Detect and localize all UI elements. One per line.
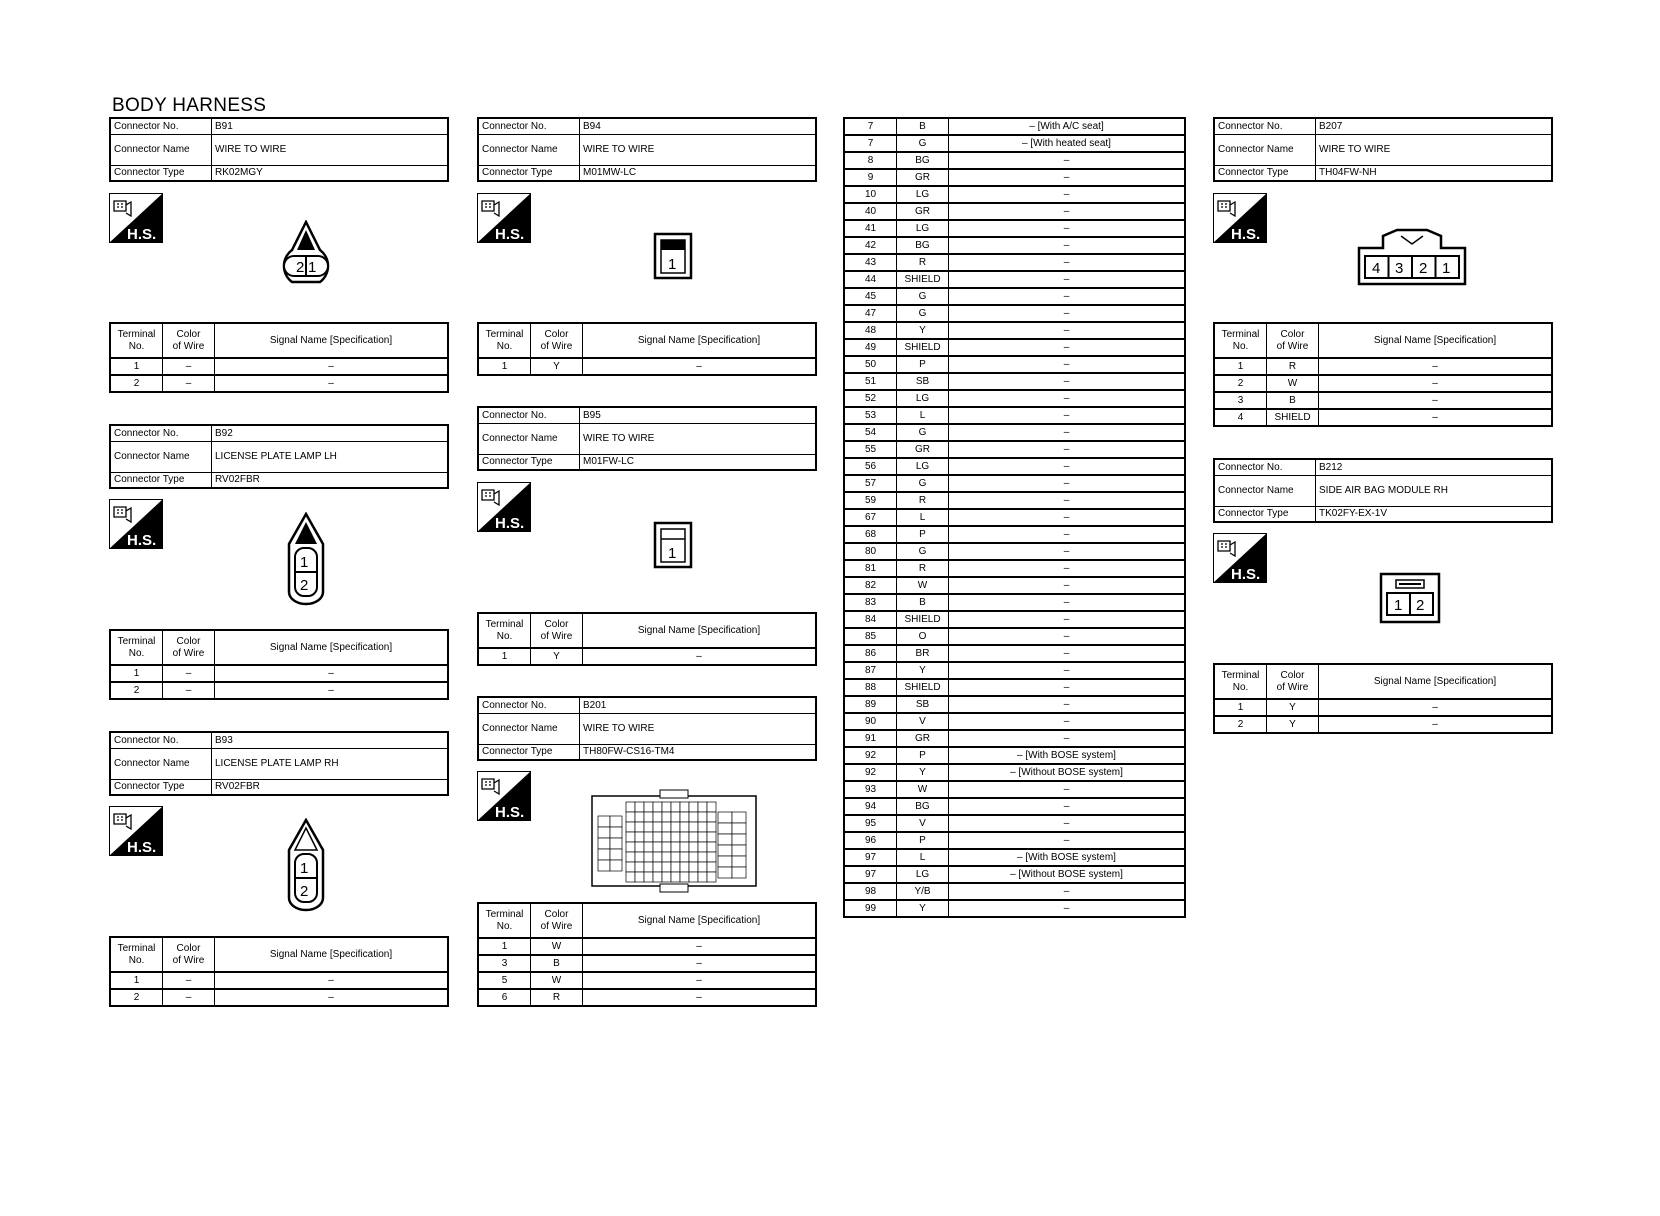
- color-header: Color of Wire: [1267, 323, 1319, 358]
- terminal-table-b93: [109, 936, 449, 1007]
- connector-type-label: Connector Type: [1214, 165, 1316, 181]
- table-row: 96 P –: [844, 832, 1185, 849]
- color-header: Color of Wire: [531, 613, 583, 648]
- table-row: 67 L –: [844, 509, 1185, 526]
- table-row: 1 – –: [110, 972, 448, 989]
- connector-name-label: Connector Name: [478, 713, 580, 744]
- connector-info-b94: [477, 117, 817, 182]
- table-row: 1 Y –: [478, 358, 816, 375]
- table-row: 2 – –: [110, 989, 448, 1006]
- table-row: 43 R –: [844, 254, 1185, 271]
- terminal-header: Terminal No.: [110, 937, 163, 972]
- connector-no-label: Connector No.: [1214, 118, 1316, 134]
- table-row: 83 B –: [844, 594, 1185, 611]
- pin-label: 1: [1442, 260, 1451, 277]
- connector-name-label: Connector Name: [110, 748, 212, 779]
- connector-name-value: LICENSE PLATE LAMP LH: [212, 441, 449, 472]
- harness-side-icon: [1213, 533, 1267, 583]
- table-row: 47 G –: [844, 305, 1185, 322]
- connector-face-b95: [653, 521, 693, 569]
- terminal-header: Terminal No.: [1214, 664, 1267, 699]
- connector-type-label: Connector Type: [110, 779, 212, 795]
- connector-no-value: B94: [580, 118, 817, 134]
- connector-no-value: B201: [580, 697, 817, 713]
- table-row: 2 W –: [1214, 375, 1552, 392]
- signal-header: Signal Name [Specification]: [215, 937, 449, 972]
- harness-side-icon: [1213, 193, 1267, 243]
- table-row: 1 Y –: [478, 648, 816, 665]
- pin-label: 1: [300, 860, 309, 877]
- table-row: 1 – –: [110, 358, 448, 375]
- color-header: Color of Wire: [163, 323, 215, 358]
- connector-no-label: Connector No.: [478, 118, 580, 134]
- pin-label: 2: [1419, 260, 1428, 277]
- connector-name-value: WIRE TO WIRE: [212, 134, 449, 165]
- table-row: 2 Y –: [1214, 716, 1552, 733]
- connector-face-b91: [268, 220, 344, 286]
- signal-header: Signal Name [Specification]: [1319, 323, 1553, 358]
- connector-info-b93: [109, 731, 449, 796]
- table-row: 9 GR –: [844, 169, 1185, 186]
- connector-type-value: RK02MGY: [212, 165, 449, 181]
- table-row: 41 LG –: [844, 220, 1185, 237]
- table-row: 87 Y –: [844, 662, 1185, 679]
- connector-name-label: Connector Name: [110, 134, 212, 165]
- connector-name-value: WIRE TO WIRE: [580, 423, 817, 454]
- table-row: 86 BR –: [844, 645, 1185, 662]
- table-row: 48 Y –: [844, 322, 1185, 339]
- svg-text:H.S.: H.S.: [495, 226, 525, 243]
- connector-name-value: LICENSE PLATE LAMP RH: [212, 748, 449, 779]
- connector-type-value: TH80FW-CS16-TM4: [580, 744, 817, 760]
- table-row: 53 L –: [844, 407, 1185, 424]
- table-row: 7 G – [With heated seat]: [844, 135, 1185, 152]
- harness-side-icon: [477, 482, 531, 532]
- connector-face-b207: [1357, 228, 1467, 286]
- harness-side-icon: [477, 771, 531, 821]
- connector-info-b92: [109, 424, 449, 489]
- signal-header: Signal Name [Specification]: [583, 323, 817, 358]
- connector-name-label: Connector Name: [478, 423, 580, 454]
- connector-info-b207: [1213, 117, 1553, 182]
- svg-text:H.S.: H.S.: [1231, 226, 1261, 243]
- connector-type-label: Connector Type: [1214, 506, 1316, 522]
- connector-type-value: M01MW-LC: [580, 165, 817, 181]
- table-row: 2 – –: [110, 682, 448, 699]
- table-row: 57 G –: [844, 475, 1185, 492]
- connector-face-b201: [590, 788, 758, 894]
- table-row: 8 BG –: [844, 152, 1185, 169]
- connector-name-label: Connector Name: [1214, 134, 1316, 165]
- signal-header: Signal Name [Specification]: [215, 323, 449, 358]
- table-row: 1 Y –: [1214, 699, 1552, 716]
- pin-label: 3: [1395, 260, 1404, 277]
- connector-name-label: Connector Name: [110, 441, 212, 472]
- table-row: 92 P – [With BOSE system]: [844, 747, 1185, 764]
- terminal-table-b201-continued: [843, 117, 1186, 918]
- table-row: 1 W –: [478, 938, 816, 955]
- table-row: 84 SHIELD –: [844, 611, 1185, 628]
- table-row: 80 G –: [844, 543, 1185, 560]
- signal-header: Signal Name [Specification]: [583, 613, 817, 648]
- connector-name-value: WIRE TO WIRE: [580, 134, 817, 165]
- table-row: 95 V –: [844, 815, 1185, 832]
- connector-info-b212: [1213, 458, 1553, 523]
- table-row: 98 Y/B –: [844, 883, 1185, 900]
- signal-header: Signal Name [Specification]: [215, 630, 449, 665]
- pin-label: 2: [296, 259, 305, 276]
- connector-name-value: SIDE AIR BAG MODULE RH: [1316, 475, 1553, 506]
- svg-text:H.S.: H.S.: [127, 839, 157, 856]
- table-row: 42 BG –: [844, 237, 1185, 254]
- table-row: 94 BG –: [844, 798, 1185, 815]
- table-row: 51 SB –: [844, 373, 1185, 390]
- table-row: 3 B –: [1214, 392, 1552, 409]
- pin-label: 4: [1372, 260, 1381, 277]
- pin-label: 2: [1416, 597, 1425, 614]
- connector-face-b94: [653, 232, 693, 280]
- terminal-header: Terminal No.: [110, 323, 163, 358]
- table-row: 1 R –: [1214, 358, 1552, 375]
- pin-label: 1: [308, 259, 317, 276]
- signal-header: Signal Name [Specification]: [583, 903, 817, 938]
- terminal-table-b212: [1213, 663, 1553, 734]
- connector-name-label: Connector Name: [1214, 475, 1316, 506]
- svg-text:H.S.: H.S.: [127, 532, 157, 549]
- connector-type-value: RV02FBR: [212, 472, 449, 488]
- pin-label: 1: [668, 256, 677, 273]
- connector-info-b91: [109, 117, 449, 182]
- terminal-table-b207: [1213, 322, 1553, 427]
- connector-type-label: Connector Type: [478, 744, 580, 760]
- table-row: 82 W –: [844, 577, 1185, 594]
- connector-type-label: Connector Type: [478, 454, 580, 470]
- connector-type-label: Connector Type: [110, 165, 212, 181]
- table-row: 81 R –: [844, 560, 1185, 577]
- connector-type-label: Connector Type: [110, 472, 212, 488]
- connector-type-value: RV02FBR: [212, 779, 449, 795]
- table-row: 92 Y – [Without BOSE system]: [844, 764, 1185, 781]
- connector-no-label: Connector No.: [110, 118, 212, 134]
- connector-type-value: M01FW-LC: [580, 454, 817, 470]
- svg-text:H.S.: H.S.: [127, 226, 157, 243]
- harness-side-icon: [477, 193, 531, 243]
- connector-no-value: B212: [1316, 459, 1553, 475]
- terminal-table-b92: [109, 629, 449, 700]
- color-header: Color of Wire: [531, 323, 583, 358]
- connector-no-value: B91: [212, 118, 449, 134]
- svg-text:H.S.: H.S.: [495, 804, 525, 821]
- connector-no-label: Connector No.: [478, 697, 580, 713]
- terminal-table-b91: [109, 322, 449, 393]
- connector-face-b212: [1379, 572, 1441, 624]
- table-row: 1 – –: [110, 665, 448, 682]
- harness-side-icon: [109, 193, 163, 243]
- table-row: 10 LG –: [844, 186, 1185, 203]
- connector-name-value: WIRE TO WIRE: [1316, 134, 1553, 165]
- terminal-header: Terminal No.: [478, 613, 531, 648]
- table-row: 4 SHIELD –: [1214, 409, 1552, 426]
- table-row: 5 W –: [478, 972, 816, 989]
- terminal-header: Terminal No.: [110, 630, 163, 665]
- table-row: 89 SB –: [844, 696, 1185, 713]
- connector-no-value: B95: [580, 407, 817, 423]
- terminal-table-b94: [477, 322, 817, 376]
- color-header: Color of Wire: [163, 630, 215, 665]
- table-row: 52 LG –: [844, 390, 1185, 407]
- connector-face-b93: [285, 818, 327, 912]
- connector-no-label: Connector No.: [110, 425, 212, 441]
- pin-label: 2: [300, 883, 309, 900]
- terminal-header: Terminal No.: [1214, 323, 1267, 358]
- terminal-table-b201: [477, 902, 817, 1007]
- table-row: 68 P –: [844, 526, 1185, 543]
- table-row: 90 V –: [844, 713, 1185, 730]
- table-row: 88 SHIELD –: [844, 679, 1185, 696]
- table-row: 45 G –: [844, 288, 1185, 305]
- pin-label: 1: [1394, 597, 1403, 614]
- harness-side-icon: [109, 806, 163, 856]
- table-row: 49 SHIELD –: [844, 339, 1185, 356]
- terminal-table-b95: [477, 612, 817, 666]
- page-title: BODY HARNESS: [112, 95, 267, 116]
- table-row: 97 L – [With BOSE system]: [844, 849, 1185, 866]
- table-row: 55 GR –: [844, 441, 1185, 458]
- table-row: 40 GR –: [844, 203, 1185, 220]
- connector-name-label: Connector Name: [478, 134, 580, 165]
- signal-header: Signal Name [Specification]: [1319, 664, 1553, 699]
- connector-no-label: Connector No.: [478, 407, 580, 423]
- color-header: Color of Wire: [1267, 664, 1319, 699]
- color-header: Color of Wire: [531, 903, 583, 938]
- svg-text:H.S.: H.S.: [495, 515, 525, 532]
- connector-name-value: WIRE TO WIRE: [580, 713, 817, 744]
- table-row: 85 O –: [844, 628, 1185, 645]
- connector-no-value: B92: [212, 425, 449, 441]
- table-row: 54 G –: [844, 424, 1185, 441]
- table-row: 3 B –: [478, 955, 816, 972]
- connector-no-value: B207: [1316, 118, 1553, 134]
- table-row: 7 B – [With A/C seat]: [844, 118, 1185, 135]
- table-row: 44 SHIELD –: [844, 271, 1185, 288]
- svg-text:H.S.: H.S.: [1231, 566, 1261, 583]
- connector-type-value: TK02FY-EX-1V: [1316, 506, 1553, 522]
- table-row: 97 LG – [Without BOSE system]: [844, 866, 1185, 883]
- pin-label: 1: [300, 554, 309, 571]
- harness-side-icon: [109, 499, 163, 549]
- connector-face-b92: [285, 512, 327, 606]
- table-row: 91 GR –: [844, 730, 1185, 747]
- table-row: 6 R –: [478, 989, 816, 1006]
- color-header: Color of Wire: [163, 937, 215, 972]
- table-row: 50 P –: [844, 356, 1185, 373]
- terminal-header: Terminal No.: [478, 323, 531, 358]
- connector-type-value: TH04FW-NH: [1316, 165, 1553, 181]
- table-row: 56 LG –: [844, 458, 1185, 475]
- terminal-header: Terminal No.: [478, 903, 531, 938]
- table-row: 2 – –: [110, 375, 448, 392]
- connector-type-label: Connector Type: [478, 165, 580, 181]
- connector-no-value: B93: [212, 732, 449, 748]
- table-row: 99 Y –: [844, 900, 1185, 917]
- connector-no-label: Connector No.: [110, 732, 212, 748]
- table-row: 59 R –: [844, 492, 1185, 509]
- connector-info-b95: [477, 406, 817, 471]
- connector-info-b201: [477, 696, 817, 761]
- pin-label: 1: [668, 545, 677, 562]
- pin-label: 2: [300, 577, 309, 594]
- connector-no-label: Connector No.: [1214, 459, 1316, 475]
- table-row: 93 W –: [844, 781, 1185, 798]
